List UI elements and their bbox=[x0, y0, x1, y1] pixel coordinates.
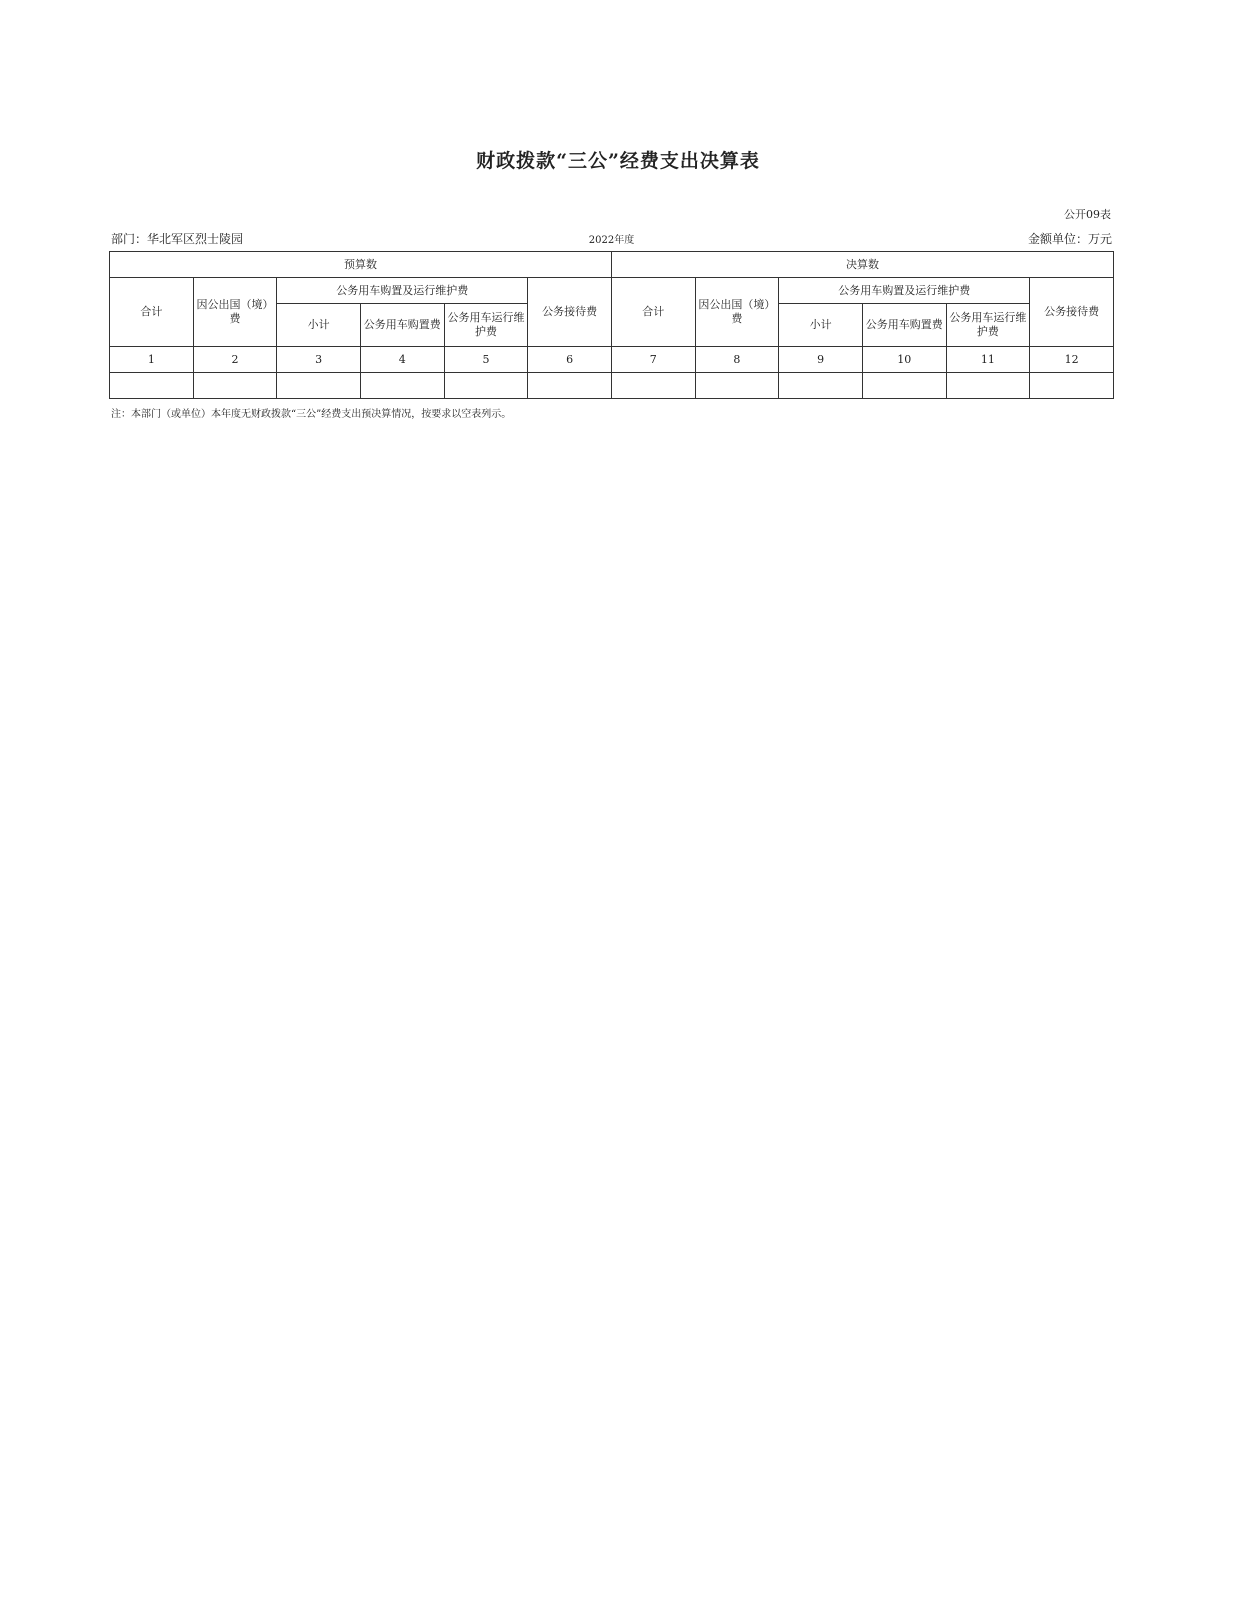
data-cell bbox=[277, 373, 361, 399]
amount-unit: 金额单位：万元 bbox=[1027, 232, 1112, 246]
column-number: 1 bbox=[110, 347, 194, 373]
three-public-expenses-table bbox=[109, 251, 1114, 399]
form-code: 公开09表 bbox=[1064, 208, 1111, 221]
table-row bbox=[110, 373, 1114, 399]
data-cell bbox=[695, 373, 779, 399]
footnote: 注：本部门（或单位）本年度无财政拨款“三公”经费支出预决算情况，按要求以空表列示。 bbox=[111, 409, 512, 420]
budget-abroad-header: 因公出国（境）费 bbox=[193, 278, 277, 347]
final-total-header: 合计 bbox=[611, 278, 695, 347]
data-cell bbox=[193, 373, 277, 399]
final-vehicle-purchase-header: 公务用车购置费 bbox=[862, 304, 946, 347]
column-number: 7 bbox=[611, 347, 695, 373]
final-header: 决算数 bbox=[611, 252, 1113, 278]
department-label: 部门：华北军区烈士陵园 bbox=[111, 232, 244, 246]
page-title: 财政拨款“三公”经费支出决算表 bbox=[476, 150, 760, 172]
budget-vehicle-group-header: 公务用车购置及运行维护费 bbox=[277, 278, 528, 304]
budget-vehicle-purchase-header: 公务用车购置费 bbox=[360, 304, 444, 347]
budget-subtotal-header: 小计 bbox=[277, 304, 361, 347]
column-number: 8 bbox=[695, 347, 779, 373]
final-vehicle-maintenance-header: 公务用车运行维护费 bbox=[946, 304, 1030, 347]
budget-vehicle-maintenance-header: 公务用车运行维护费 bbox=[444, 304, 528, 347]
column-number: 6 bbox=[528, 347, 612, 373]
column-number: 12 bbox=[1030, 347, 1114, 373]
header-row-group bbox=[110, 252, 1114, 278]
column-number: 4 bbox=[360, 347, 444, 373]
data-cell bbox=[110, 373, 194, 399]
budget-total-header: 合计 bbox=[110, 278, 194, 347]
data-cell bbox=[779, 373, 863, 399]
data-cell bbox=[1030, 373, 1114, 399]
data-cell bbox=[528, 373, 612, 399]
column-number: 9 bbox=[779, 347, 863, 373]
final-subtotal-header: 小计 bbox=[779, 304, 863, 347]
column-number: 11 bbox=[946, 347, 1030, 373]
final-abroad-header: 因公出国（境）费 bbox=[695, 278, 779, 347]
data-cell bbox=[360, 373, 444, 399]
data-cell bbox=[862, 373, 946, 399]
budget-header: 预算数 bbox=[110, 252, 612, 278]
fiscal-year: 2022年度 bbox=[588, 235, 635, 246]
budget-reception-header: 公务接待费 bbox=[528, 278, 612, 347]
header-row-sub bbox=[110, 278, 1114, 304]
meta-row bbox=[111, 230, 1112, 246]
data-cell bbox=[946, 373, 1030, 399]
data-cell bbox=[444, 373, 528, 399]
column-number-row bbox=[110, 347, 1114, 373]
column-number: 10 bbox=[862, 347, 946, 373]
column-number: 3 bbox=[277, 347, 361, 373]
final-vehicle-group-header: 公务用车购置及运行维护费 bbox=[779, 278, 1030, 304]
data-cell bbox=[611, 373, 695, 399]
column-number: 2 bbox=[193, 347, 277, 373]
final-reception-header: 公务接待费 bbox=[1030, 278, 1114, 347]
column-number: 5 bbox=[444, 347, 528, 373]
